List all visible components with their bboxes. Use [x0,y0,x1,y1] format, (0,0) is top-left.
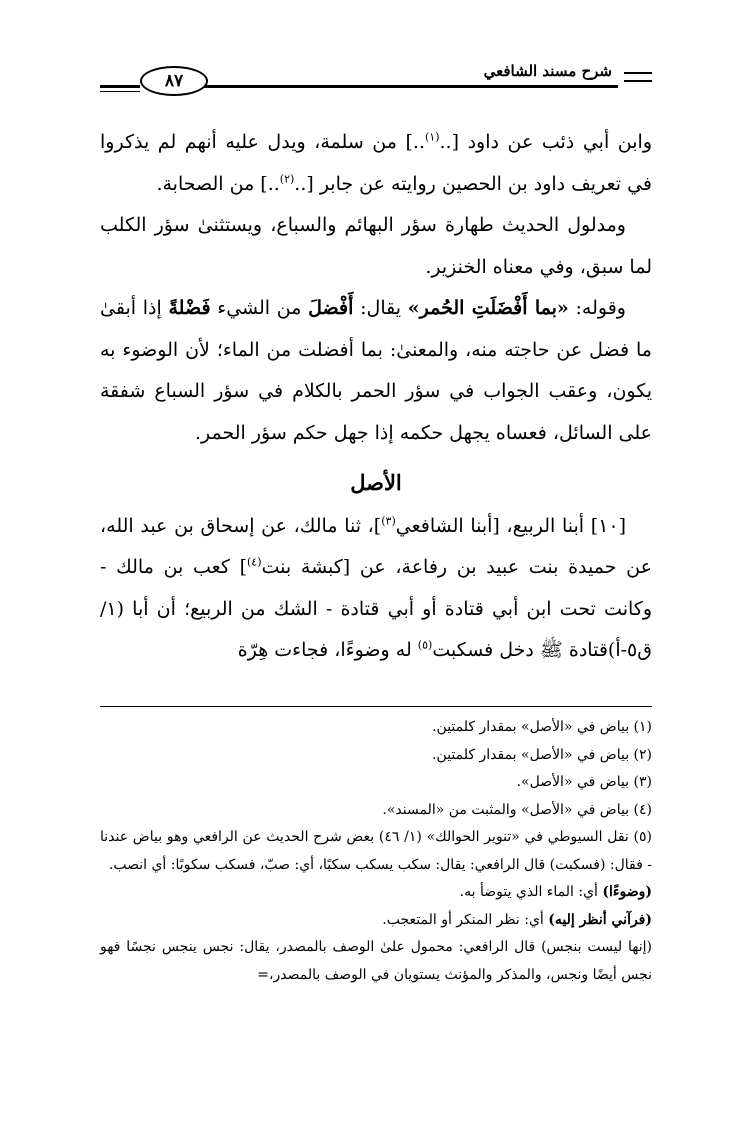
text-run: [١٠] أبنا الربيع، [أبنا الشافعي [395,514,626,537]
gloss-term: (فرآني أنظر إليه) [548,911,652,928]
text-run: ..] من سلمة، ويدل عليه أنهم لم يذكروا في تعريف داود بن الحصين روايته عن جابر [.. [100,131,652,195]
footnote-5: (٥) نقل السيوطي في «تنوير الحوالك» (١/ ٤٦) بعض شرح الحديث عن الرافعي وهو بياض عندنا - فقال: (فسكبت) قال الرافعي: يقال: سكب يسكب سكبًا، أي: صبّ، فسكب سكوبًا: أي انصب. [100,829,653,873]
header-rule-left-thin [100,91,140,92]
footnote-ref-2: (٢) [279,172,295,186]
footnote-4: (٤) بياض في «الأصل» والمثبت من «المسند». [382,801,652,818]
main-text [100,122,652,672]
gloss-text: أي: نظر المنكر أو المتعجب. [382,911,549,928]
page-number: ٨٧ [140,66,208,96]
footnote-5-gloss-3: (إنها ليست بنجس) قال الرافعي: محمول علىٰ الوصف بالمصدر، يقال: نجس ينجس نجسًا فهو نجس أيضًا ونجس، والمذكر والمؤنث يستويان في الوصف بالمصدر،= [100,939,652,983]
text-run: إذا أبقىٰ ما فضل عن حاجته منه، والمعنىٰ: بما أفضلت من الماء؛ لأن الوضوء به يكون، وعقب الجواب في سؤر الحمر بالكلام في سؤر السباع شفقة على السائل، فعساه يجهل حكمه إذا جهل حكم سؤر الحمر. [100,297,652,444]
text-run: ..] من الصحابة. [156,172,280,195]
gloss-text: أي: الماء الذي يتوضأ به. [459,884,603,900]
header-ornament [624,72,652,82]
quoted-phrase: «بما أَفْضَلَتِ الحُمر» [407,297,569,319]
footnote-5-gloss-2 [100,907,652,935]
footnote-2: (٢) بياض في «الأصل» بمقدار كلمتين. [432,746,652,763]
paragraph-4 [100,506,652,672]
footnote-1: (١) بياض في «الأصل» بمقدار كلمتين. [432,719,652,735]
footnote-ref-3: (٣) [381,514,396,528]
footnote-ref-5: (٥) [417,638,433,652]
header-rule-left [100,85,140,88]
text-run: من الشيء [210,297,309,319]
text-run: ] كعب بن مالك - وكانت تحت ابن أبي قتادة أو أبي قتادة - الشك من الربيع؛ أن أبا (١/ق٥-أ)قتادة ﷺ دخل فسكبت [100,556,652,661]
footnotes [100,714,652,989]
footnote-3: (٣) بياض في «الأصل». [516,774,652,790]
paragraph-1 [100,122,652,205]
gloss-term: (وضوءًا) [602,884,652,900]
footnote-ref-4: (٤) [247,555,262,569]
text-run: وقوله: [568,297,626,319]
defined-word: أَفْضلَ [308,297,354,319]
page-header [100,58,652,100]
text-run: يقال: [353,297,408,319]
paragraph-3 [100,288,652,454]
defined-word: فَضْلةً [168,297,211,319]
footnote-ref-1: (١) [425,130,440,144]
section-title: الأصل [350,470,402,495]
text-run: ]، ثنا مالك، عن إسحاق بن عبد الله، عن حميدة بنت عبيد بن رفاعة، عن [كبشة بنت [100,514,652,578]
paragraph-2: ومدلول الحديث طهارة سؤر البهائم والسباع، ويستثنىٰ سؤر الكلب لما سبق، وفي معناه الخنزير. [100,214,652,278]
text-run: وابن أبي ذئب عن داود [.. [439,131,652,153]
header-rule [192,85,618,88]
footnote-separator [100,706,652,707]
running-title: شرح مسند الشافعي [478,62,618,80]
text-run: له وضوءًا، فجاءت هِرّة [237,639,418,661]
footnote-5-gloss-1 [100,879,652,907]
